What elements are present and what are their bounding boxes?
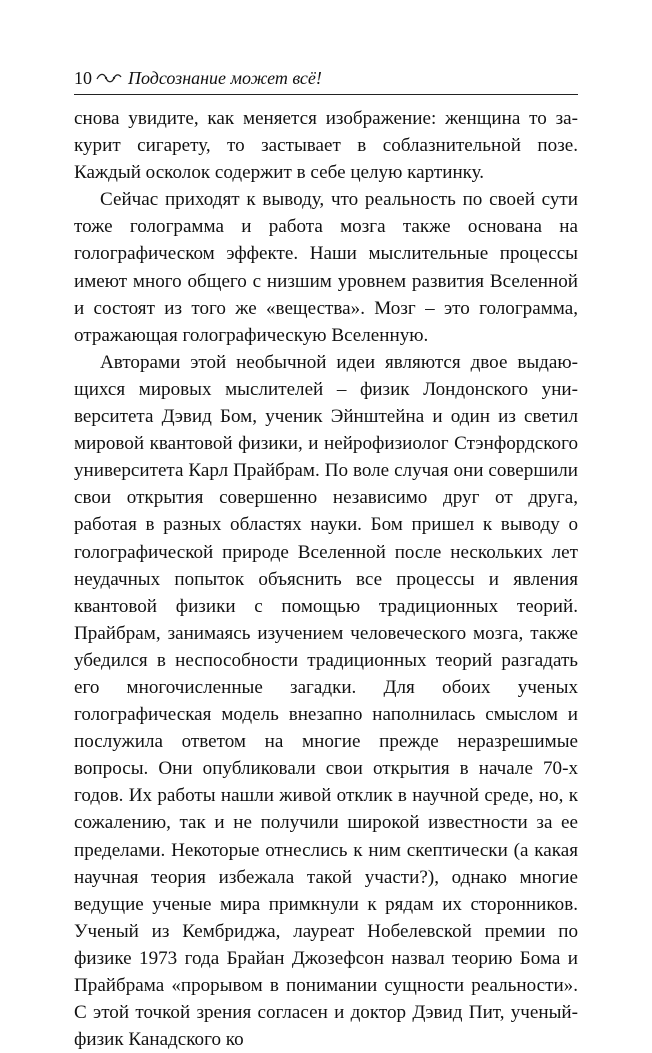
page-number: 10 <box>74 68 92 88</box>
paragraph-2: Сейчас приходят к выводу, что реальность по своей сути тоже голограмма и работа мозга также основана на голографическом эффекте. Наши мыслительные процессы имеют много общего с низшим уровнем развития Вселенной и состоят из того же «вещества». Мозг – это голограмма, отражающая голографическую Вселенную. <box>74 189 578 346</box>
book-title: Подсознание может всё! <box>128 68 322 88</box>
body-text <box>74 105 578 1053</box>
running-header <box>74 62 578 95</box>
book-page <box>74 62 578 1053</box>
paragraph-3: Авторами этой необычной идеи являются двое выдающихся мировых мыслителей – физик Лондонского университета Дэвид Бом, ученик Эйнштейна и один из светил мировой квантовой физики, и нейрофизиолог Стэнфордского университета Карл Прайбрам. По воле случая они совершили свои открытия совершенно независимо друг от друга, работая в разных областях науки. Бом пришел к выводу о голографической природе Вселенной после нескольких лет неудачных попыток объяснить все процессы и явления квантовой физики с помощью традиционных теорий. Прайбрам, занимаясь изучением человеческого мозга, также убедился в неспособности традиционных теорий разгадать его многочисленные загадки. Для обоих ученых голографическая модель внезапно наполнилась смыслом и послужила ответом на многие прежде неразрешимые вопросы. Они опубликовали свои открытия в начале 70-х годов. Их работы нашли живой отклик в научной среде, но, к сожалению, так и не получили широкой известности за ее пределами. Некоторые отнеслись к ним скептически (а какая научная теория избежала такой участи?), однако многие ведущие ученые мира примкнули к рядам их сторонников. Ученый из Кембриджа, лауреат Нобелевской премии по физике 1973 года Брайан Джозефсон назвал теорию Бома и Прайбрама «прорывом в понимании сущности реальности». С этой точкой зрения согласен и доктор Дэвид Пит, ученый-физик Канадского ко <box>74 351 578 1051</box>
paragraph-1: снова увидите, как меняется изображение: женщина то закурит сигарету, то застывает в соблазнительной позе. Каждый осколок содержит в себе целую картинку. <box>74 108 578 184</box>
flourish-icon <box>96 71 122 85</box>
